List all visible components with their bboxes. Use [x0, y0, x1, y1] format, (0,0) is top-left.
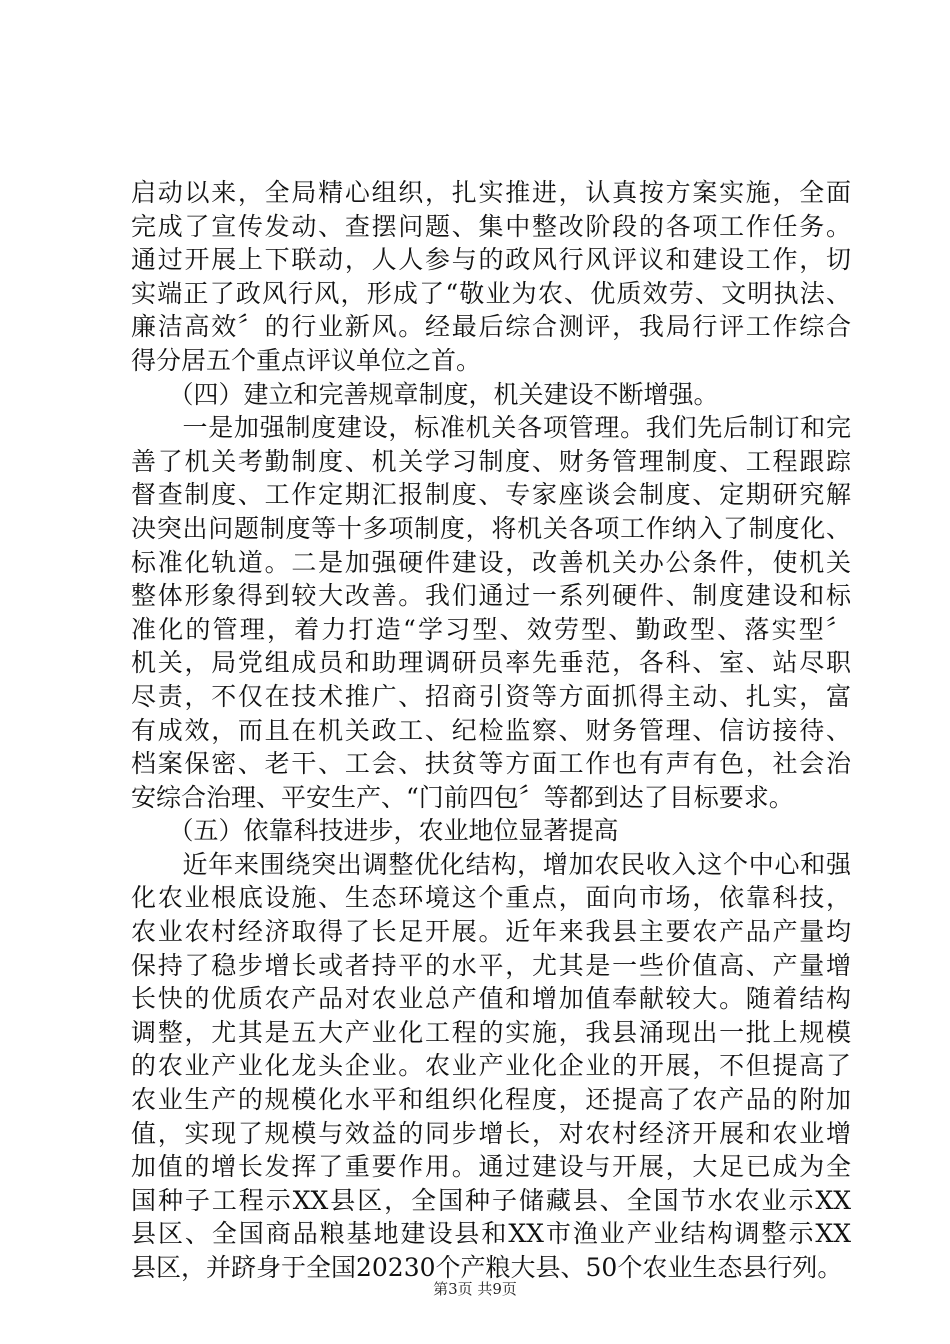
text-line: 得分居五个重点评议单位之首。 [131, 345, 482, 375]
text-line: 通过开展上下联动，人人参与的政风行风评议和建设工作，切 [131, 245, 851, 275]
text-line: 调整，尤其是五大产业化工程的实施，我县涌现出一批上规模 [131, 1017, 851, 1047]
page-number: 第3页 共9页 [433, 1280, 517, 1298]
text-line: 县区，并跻身于全国20230个产粮大县、50个农业生态县行列。 [131, 1253, 843, 1282]
text-line: 档案保密、老干、工会、扶贫等方面工作也有声有色，社会治 [131, 749, 851, 779]
text-line: 标准化轨道。二是加强硬件建设，改善机关办公条件，使机关 [131, 547, 851, 577]
text-line: 督查制度、工作定期汇报制度、专家座谈会制度、定期研究解 [131, 480, 851, 510]
text-line: 农业农村经济取得了长足开展。近年来我县主要农产品产量均 [131, 917, 851, 947]
text-line: 实端正了政风行风，形成了“敬业为农、优质效劳、文明执法、 [131, 278, 851, 308]
text-line: 国种子工程示XX县区，全国种子储藏县、全国节水农业示XX [131, 1185, 851, 1215]
text-line: 启动以来，全局精心组织，扎实推进，认真按方案实施，全面 [131, 178, 851, 207]
text-line: 完成了宣传发动、查摆问题、集中整改阶段的各项工作任务。 [131, 211, 851, 241]
text-line: 廉洁高效〞的行业新风。经最后综合测评，我局行评工作综合 [131, 312, 851, 342]
text-line: 机关，局党组成员和助理调研员率先垂范，各科、室、站尽职 [131, 648, 851, 678]
text-line: 县区、全国商品粮基地建设县和XX市渔业产业结构调整示XX [131, 1219, 851, 1249]
text-line: 值，实现了规模与效益的同步增长，对农村经济开展和农业增 [131, 1118, 851, 1148]
text-line: 加值的增长发挥了重要作用。通过建设与开展，大足已成为全 [131, 1152, 851, 1182]
text-line: 善了机关考勤制度、机关学习制度、财务管理制度、工程跟踪 [131, 446, 851, 476]
text-line: 安综合治理、平安生产、“门前四包〞等都到达了目标要求。 [131, 782, 794, 812]
text-line: 有成效，而且在机关政工、纪检监察、财务管理、信访接待、 [131, 715, 851, 745]
text-line: 决突出问题制度等十多项制度，将机关各项工作纳入了制度化、 [131, 513, 851, 543]
text-line: 近年来围绕突出调整优化结构，增加农民收入这个中心和强 [131, 849, 851, 879]
text-line: 农业生产的规模化水平和组织化程度，还提高了农产品的附加 [131, 1085, 851, 1115]
text-line: 准化的管理，着力打造“学习型、效劳型、勤政型、落实型〞 [131, 614, 851, 644]
text-line: 保持了稳步增长或者持平的水平，尤其是一些价值高、产量增 [131, 950, 851, 980]
section-heading: （四）建立和完善规章制度，机关建设不断增强。 [131, 379, 719, 409]
text-line: 一是加强制度建设，标准机关各项管理。我们先后制订和完 [131, 413, 851, 443]
text-line: 长快的优质农产品对农业总产值和增加值奉献较大。随着结构 [131, 984, 851, 1014]
body-text [131, 176, 851, 1285]
text-line: 整体形象得到较大改善。我们通过一系列硬件、制度建设和标 [131, 581, 851, 611]
section-heading: （五）依靠科技进步，农业地位显著提高 [131, 816, 619, 846]
text-line: 的农业产业化龙头企业。农业产业化企业的开展，不但提高了 [131, 1051, 851, 1081]
text-line: 尽责，不仅在技术推广、招商引资等方面抓得主动、扎实，富 [131, 681, 851, 711]
text-line: 化农业根底设施、生态环境这个重点，面向市场，依靠科技， [131, 883, 851, 913]
